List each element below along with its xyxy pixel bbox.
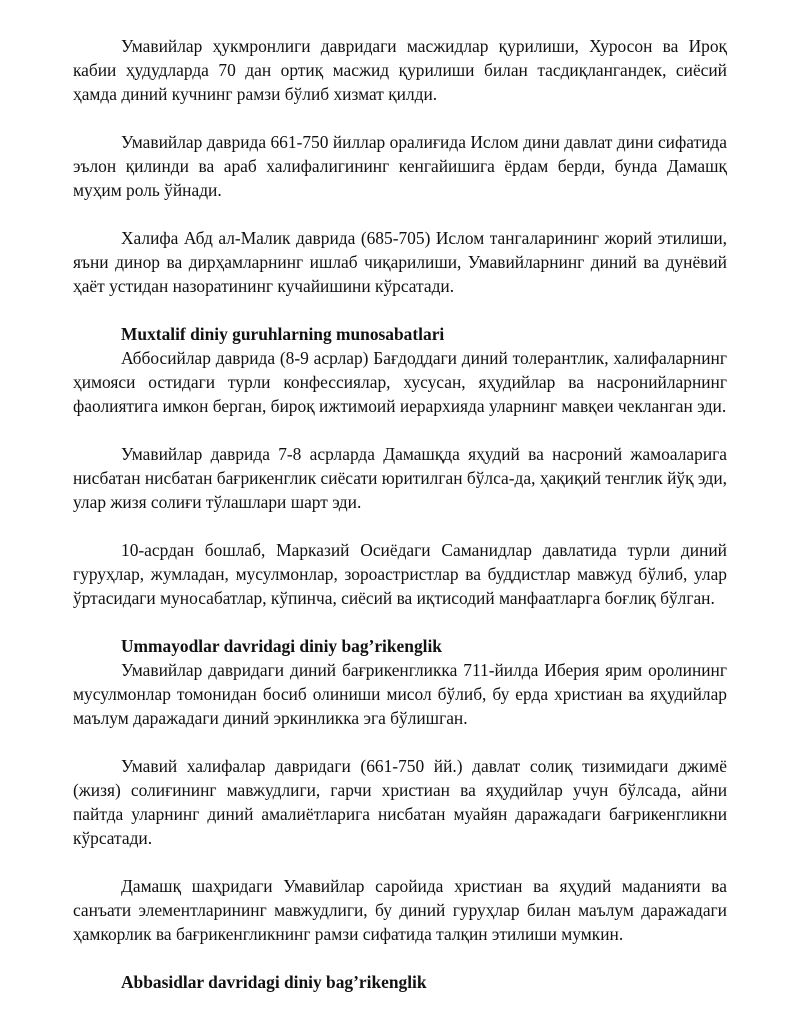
paragraph: Халифа Абд ал-Малик даврида (685-705) Ислом тангаларининг жорий этилиши, яъни динор ва дирҳамларнинг ишлаб чиқарилиши, Умавийларнинг диний ва дунёвий ҳаёт устидан назоратининг кучайишини кўрсатади. bbox=[73, 228, 727, 296]
section-heading: Ummayodlar davridagi diniy bag’rikenglik bbox=[121, 636, 442, 656]
document-page bbox=[73, 34, 727, 994]
section-heading: Muxtalif diniy guruhlarning munosabatlari bbox=[121, 324, 445, 344]
paragraph: Дамашқ шаҳридаги Умавийлар саройида христиан ва яҳудий маданияти ва санъати элементларининг мавжудлиги, бу диний гуруҳлар билан маълум даражадаги ҳамкорлик ва бағрикенгликнинг рамзи сифатида талқин этилиши мумкин. bbox=[73, 876, 727, 944]
paragraph: Умавий халифалар давридаги (661-750 йй.) давлат солиқ тизимидаги джимё (жизя) солиғининг мавжудлиги, гарчи христиан ва яҳудийлар учун бўлсада, айни пайтда уларнинг диний амалиётларига нисбатан муайян даражадаги бағрикенгликни кўрсатади. bbox=[73, 756, 727, 848]
paragraph: Умавийлар давридаги диний бағрикенгликка 711-йилда Иберия ярим оролининг мусулмонлар томонидан босиб олиниши мисол бўлиб, бу ерда христиан ва яҳудийлар маълум даражадаги диний эркинликка эга бўлишган. bbox=[73, 660, 727, 728]
paragraph: Аббосийлар даврида (8-9 асрлар) Бағдоддаги диний толерантлик, халифаларнинг ҳимояси остидаги турли конфессиялар, хусусан, яҳудийлар ва насронийларнинг фаолиятига имкон берган, бироқ ижтимоий иерархияда уларнинг мавқеи чекланган эди. bbox=[73, 348, 727, 416]
paragraph: Умавийлар ҳукмронлиги давридаги масжидлар қурилиши, Хуросон ва Ироқ кабии ҳудудларда 70 дан ортиқ масжид қурилиши билан тасдиқлангандек, сиёсий ҳамда диний кучнинг рамзи бўлиб хизмат қилди. bbox=[73, 36, 727, 104]
section-heading: Abbasidlar davridagi diniy bag’rikenglik bbox=[121, 972, 427, 992]
paragraph: Умавийлар даврида 661-750 йиллар оралиғида Ислом дини давлат дини сифатида эълон қилинди ва араб халифалигининг кенгайишига ёрдам берди, бунда Дамашқ муҳим роль ўйнади. bbox=[73, 132, 727, 200]
paragraph: 10-асрдан бошлаб, Марказий Осиёдаги Саманидлар давлатида турли диний гуруҳлар, жумладан, мусулмонлар, зороастристлар ва буддистлар мавжуд бўлиб, улар ўртасидаги муносабатлар, кўпинча, сиёсий ва иқтисодий манфаатларга боғлиқ бўлган. bbox=[73, 540, 727, 608]
paragraph: Умавийлар даврида 7-8 асрларда Дамашқда яҳудий ва насроний жамоаларига нисбатан нисбатан бағрикенглик сиёсати юритилган бўлса-да, ҳақиқий тенглик йўқ эди, улар жизя солиғи тўлашлари шарт эди. bbox=[73, 444, 727, 512]
